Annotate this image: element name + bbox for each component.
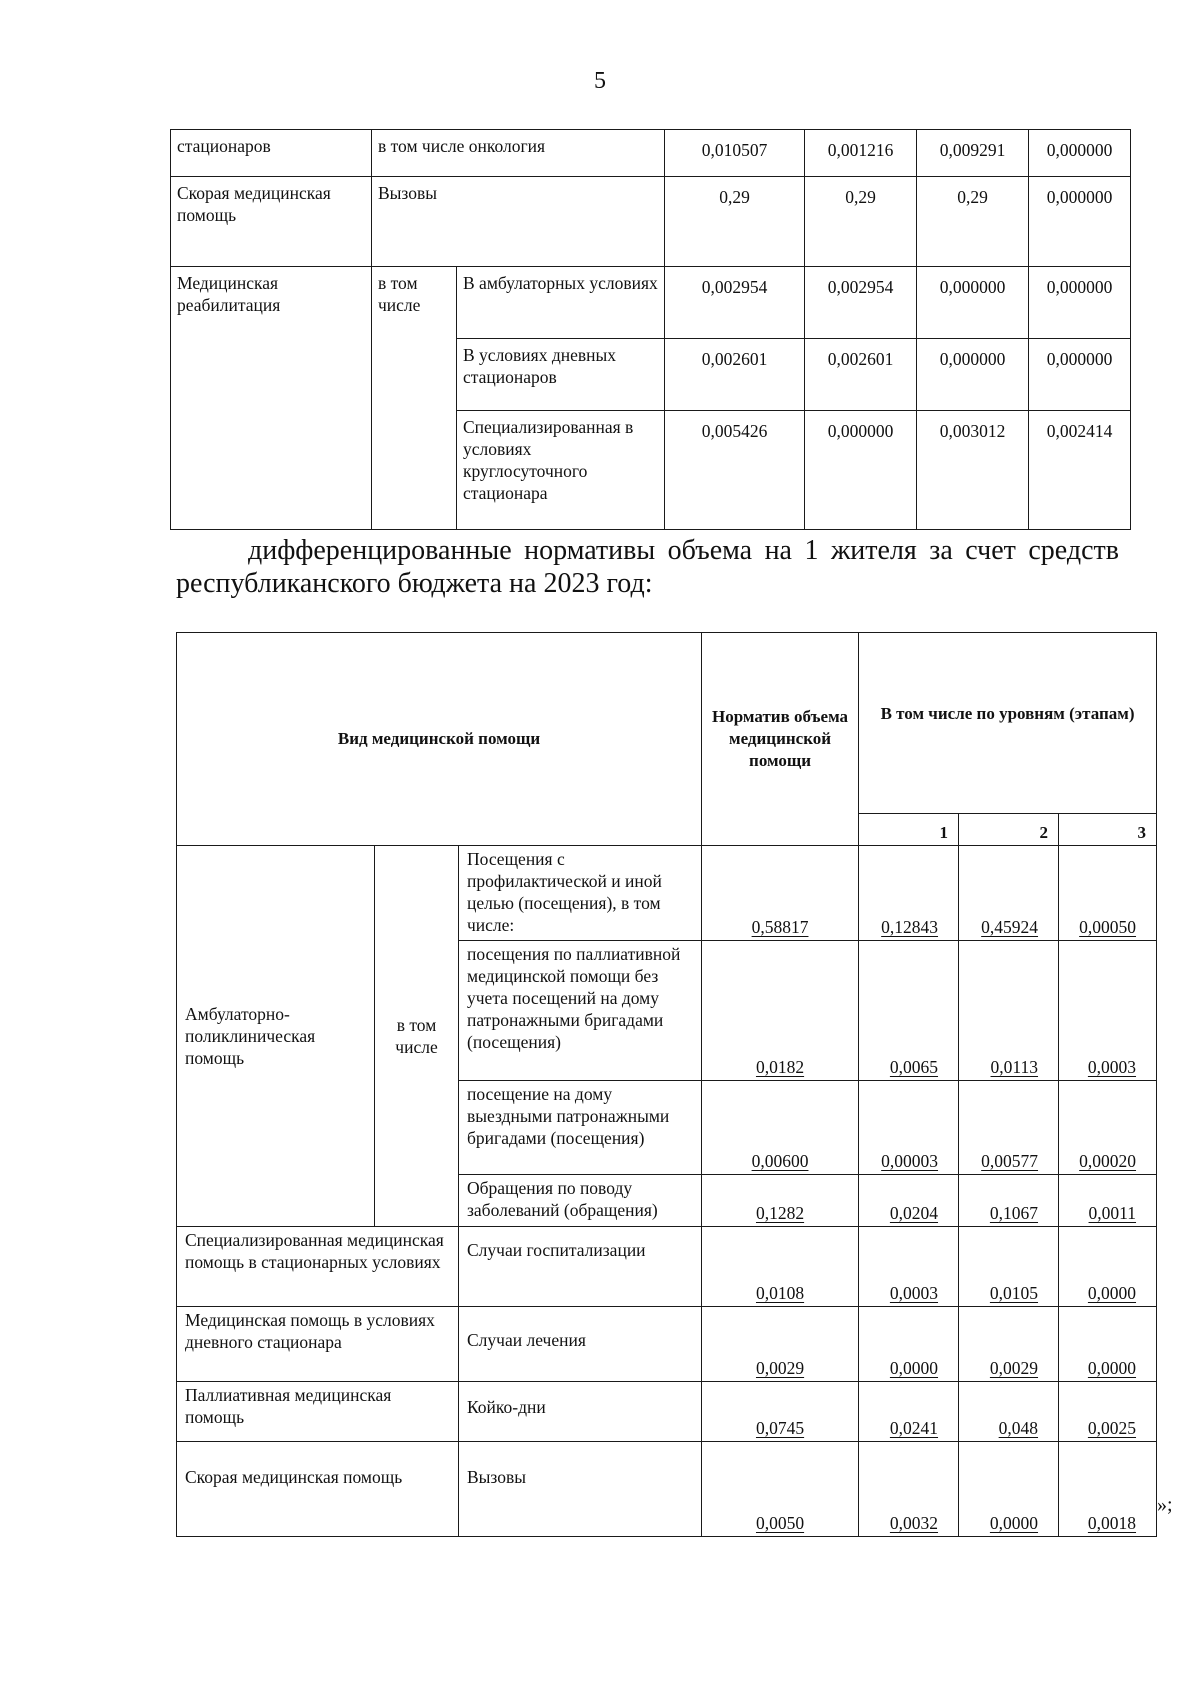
value-cell: 0,0029 xyxy=(959,1307,1059,1382)
value-cell: 0,002601 xyxy=(665,339,805,411)
value-cell: 0,000000 xyxy=(917,267,1029,339)
subtype-cell: Обращения по поводу заболеваний (обращения) xyxy=(459,1175,702,1227)
level-number-2: 2 xyxy=(959,814,1059,846)
subtype-cell: Посещения с профилактической и иной целью (посещения), в том числе: xyxy=(459,846,702,941)
care-type-cell: Скорая медицинская помощь xyxy=(177,1442,459,1537)
value-cell: 0,0204 xyxy=(859,1175,959,1227)
value-cell: 0,0105 xyxy=(959,1227,1059,1307)
value-cell: 0,0029 xyxy=(702,1307,859,1382)
table-row xyxy=(171,177,1131,267)
value-cell: 0,0000 xyxy=(1059,1307,1157,1382)
table-row xyxy=(171,130,1131,177)
value-cell: 0,002414 xyxy=(1029,411,1131,530)
value-cell: 0,009291 xyxy=(917,130,1029,177)
value-cell: 0,0113 xyxy=(959,941,1059,1081)
table-row xyxy=(171,267,1131,339)
closing-quote-mark: »; xyxy=(1157,1494,1173,1516)
subtype-cell: посещения по паллиативной медицинской помощи без учета посещений на дому патронажными бригадами (посещения) xyxy=(459,941,702,1081)
value-cell: 0,0745 xyxy=(702,1382,859,1442)
value-cell: 0,001216 xyxy=(805,130,917,177)
value-cell: 0,0000 xyxy=(859,1307,959,1382)
care-type-cell: стационаров xyxy=(171,130,372,177)
value-cell: 0,0025 xyxy=(1059,1382,1157,1442)
value-cell: 0,002954 xyxy=(665,267,805,339)
value-cell: 0,00577 xyxy=(959,1081,1059,1175)
care-type-cell: Паллиативная медицинская помощь xyxy=(177,1382,459,1442)
value-cell: 0,00050 xyxy=(1059,846,1157,941)
value-cell: 0,1282 xyxy=(702,1175,859,1227)
table-row xyxy=(177,1442,1157,1537)
value-cell: 0,29 xyxy=(917,177,1029,267)
table-header-row xyxy=(177,633,1157,814)
value-cell: 0,000000 xyxy=(1029,177,1131,267)
subtype-cell: В условиях дневных стационаров xyxy=(457,339,665,411)
value-cell: 0,000000 xyxy=(1029,130,1131,177)
table-row xyxy=(177,1307,1157,1382)
ambulatory-label-cell: Амбулаторно-поликлиническая помощь xyxy=(177,846,375,1227)
subtype-cell: Специализированная в условиях круглосуточного стационара xyxy=(457,411,665,530)
value-cell: 0,0050 xyxy=(702,1442,859,1537)
rehab-label-cell: Медицинская реабилитация xyxy=(171,267,372,530)
value-cell: 0,29 xyxy=(805,177,917,267)
value-cell: 0,0003 xyxy=(859,1227,959,1307)
value-cell: 0,0108 xyxy=(702,1227,859,1307)
value-cell: 0,0182 xyxy=(702,941,859,1081)
value-cell: 0,0241 xyxy=(859,1382,959,1442)
value-cell: 0,002954 xyxy=(805,267,917,339)
rehab-sublabel-cell: в том числе xyxy=(372,267,457,530)
section-paragraph: дифференцированные нормативы объема на 1 жителя за счет средств республиканского бюджета на 2023 год: xyxy=(176,535,1119,599)
unit-cell: в том числе онкология xyxy=(372,130,665,177)
value-cell: 0,005426 xyxy=(665,411,805,530)
value-cell: 0,45924 xyxy=(959,846,1059,941)
value-cell: 0,000000 xyxy=(917,339,1029,411)
value-cell: 0,12843 xyxy=(859,846,959,941)
value-cell: 0,58817 xyxy=(702,846,859,941)
value-cell: 0,0065 xyxy=(859,941,959,1081)
value-cell: 0,003012 xyxy=(917,411,1029,530)
ambulatory-sublabel-cell: в том числе xyxy=(375,846,459,1227)
norm-header: Норматив объема медицинской помощи xyxy=(702,633,859,846)
value-cell: 0,000000 xyxy=(805,411,917,530)
levels-header: В том числе по уровням (этапам) xyxy=(859,633,1157,814)
value-cell: 0,00003 xyxy=(859,1081,959,1175)
value-cell: 0,1067 xyxy=(959,1175,1059,1227)
care-type-header: Вид медицинской помощи xyxy=(177,633,702,846)
volume-norms-table-continued xyxy=(170,129,1131,530)
unit-cell: Вызовы xyxy=(372,177,665,267)
value-cell: 0,00020 xyxy=(1059,1081,1157,1175)
value-cell: 0,0011 xyxy=(1059,1175,1157,1227)
level-number-1: 1 xyxy=(859,814,959,846)
value-cell: 0,00600 xyxy=(702,1081,859,1175)
value-cell: 0,0000 xyxy=(1059,1227,1157,1307)
unit-cell: Койко-дни xyxy=(459,1382,702,1442)
value-cell: 0,048 xyxy=(959,1382,1059,1442)
unit-cell: Случаи госпитализации xyxy=(459,1227,702,1307)
unit-cell: Вызовы xyxy=(459,1442,702,1537)
value-cell: 0,002601 xyxy=(805,339,917,411)
value-cell: 0,000000 xyxy=(1029,339,1131,411)
unit-cell: Случаи лечения xyxy=(459,1307,702,1382)
page-number: 5 xyxy=(594,68,606,94)
care-type-cell: Скорая медицинская помощь xyxy=(171,177,372,267)
level-number-3: 3 xyxy=(1059,814,1157,846)
republican-budget-norms-table xyxy=(176,632,1157,1537)
value-cell: 0,29 xyxy=(665,177,805,267)
subtype-cell: посещение на дому выездными патронажными бригадами (посещения) xyxy=(459,1081,702,1175)
value-cell: 0,0000 xyxy=(959,1442,1059,1537)
subtype-cell: В амбулаторных условиях xyxy=(457,267,665,339)
value-cell: 0,0032 xyxy=(859,1442,959,1537)
value-cell: 0,010507 xyxy=(665,130,805,177)
care-type-cell: Специализированная медицинская помощь в стационарных условиях xyxy=(177,1227,459,1307)
table-row xyxy=(177,846,1157,941)
value-cell: 0,0018 xyxy=(1059,1442,1157,1537)
care-type-cell: Медицинская помощь в условиях дневного стационара xyxy=(177,1307,459,1382)
value-cell: 0,0003 xyxy=(1059,941,1157,1081)
table-row xyxy=(177,1382,1157,1442)
value-cell: 0,000000 xyxy=(1029,267,1131,339)
table-row xyxy=(177,1227,1157,1307)
